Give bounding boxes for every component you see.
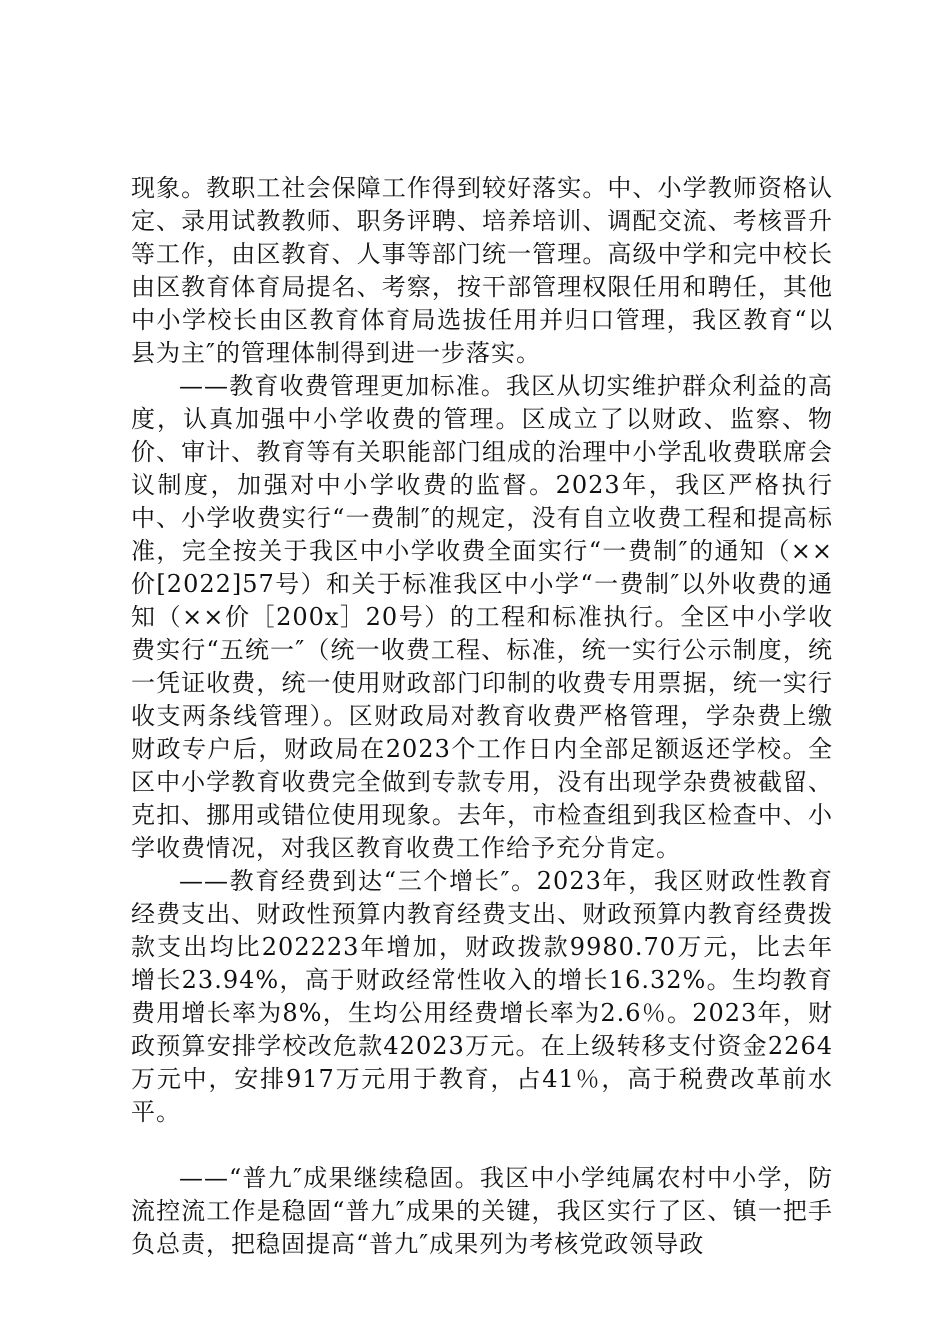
- paragraph-social-security: 现象。教职工社会保障工作得到较好落实。中、小学教师资格认定、录用试教教师、职务评聘、培养培训、调配交流、考核晋升等工作，由区教育、人事等部门统一管理。高级中学和完中校长由区教育体育局提名、考察，按干部管理权限任用和聘任，其他中小学校长由区教育体育局选拔任用并归口管理，我区教育“以县为主″的管理体制得到进一步落实。: [131, 174, 833, 367]
- paragraph-education-funding: ——教育经费到达“三个增长″。2023年，我区财政性教育经费支出、财政性预算内教育经费支出、财政预算内教育经费拨款支出均比202223年增加，财政拨款9980.70万元，比去年增长23.94%，高于财政经常性收入的增长16.32%。生均教育费用增长率为8%，生均公用经费增长率为2.6％。2023年，财政预算安排学校改危款42023万元。在上级转移支付资金2264万元中，安排917万元用于教育，占41％，高于税费改革前水平。: [131, 867, 833, 1126]
- document-body: [131, 172, 833, 1261]
- paragraph-compulsory-education: ——“普九″成果继续稳固。我区中小学纯属农村中小学，防流控流工作是稳固“普九″成果的关键，我区实行了区、镇一把手负总责，把稳固提高“普九″成果列为考核党政领导政: [131, 1164, 833, 1258]
- paragraph-fee-management: ——教育收费管理更加标准。我区从切实维护群众利益的高度，认真加强中小学收费的管理。区成立了以财政、监察、物价、审计、教育等有关职能部门组成的治理中小学乱收费联席会议制度，加强对中小学收费的监督。2023年，我区严格执行中、小学收费实行“一费制″的规定，没有自立收费工程和提高标准，完全按关于我区中小学收费全面实行“一费制″的通知（××价[2022]57号）和关于标准我区中小学“一费制″以外收费的通知（××价［200x］20号）的工程和标准执行。全区中小学收费实行“五统一″（统一收费工程、标准，统一实行公示制度，统一凭证收费，统一使用财政部门印制的收费专用票据，统一实行收支两条线管理）。区财政局对教育收费严格管理，学杂费上缴财政专户后，财政局在2023个工作日内全部足额返还学校。全区中小学教育收费完全做到专款专用，没有出现学杂费被截留、克扣、挪用或错位使用现象。去年，市检查组到我区检查中、小学收费情况，对我区教育收费工作给予充分肯定。: [131, 372, 833, 862]
